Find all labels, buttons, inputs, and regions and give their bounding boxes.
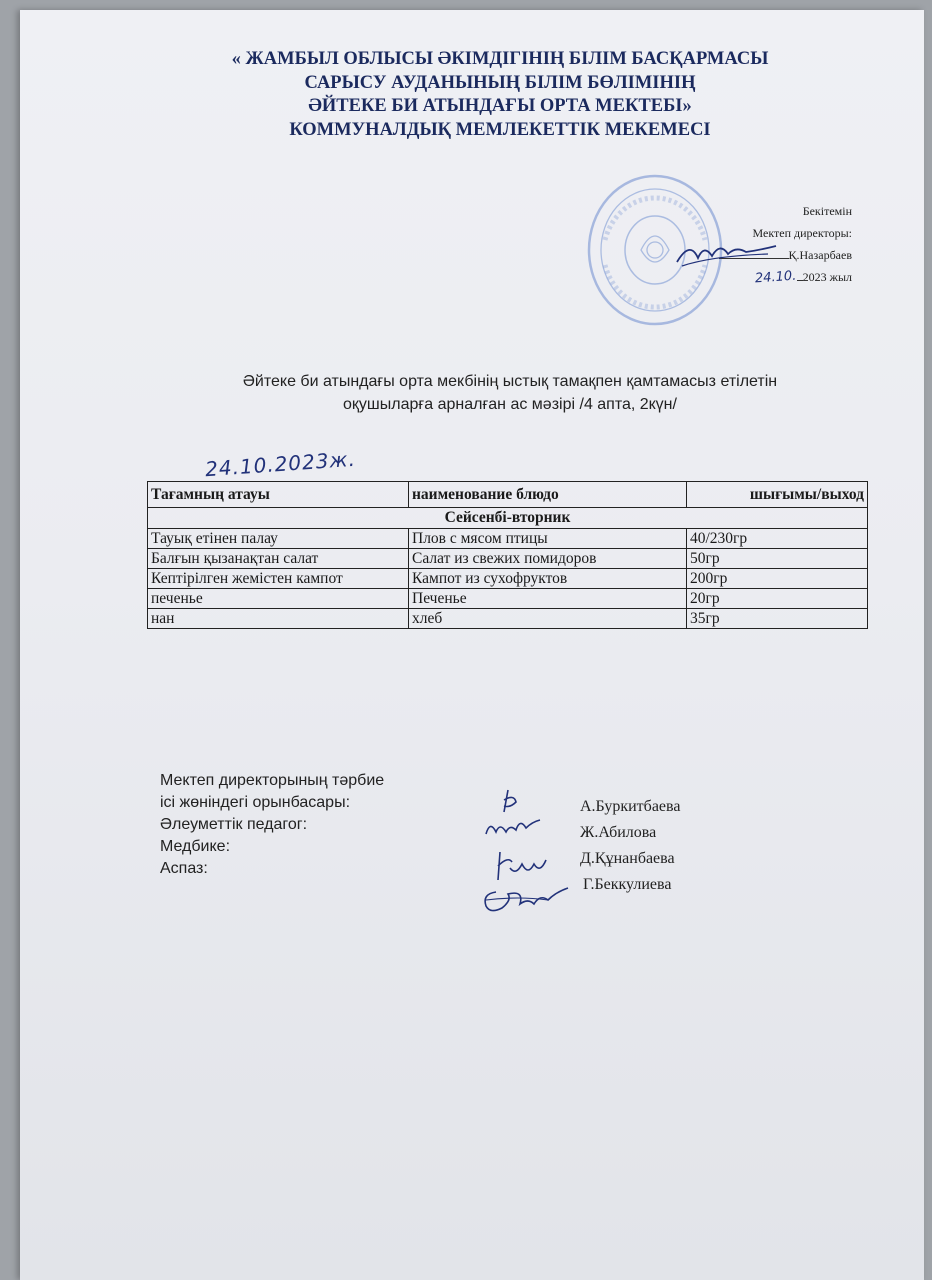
cell-dish-kz: Кептірілген жемістен кампот: [148, 569, 409, 589]
approval-handwritten-date: 24.10.: [754, 268, 798, 287]
cook-signature: [478, 880, 574, 922]
cell-output: 20гр: [687, 589, 868, 609]
organization-header: [150, 48, 850, 142]
table-row: [148, 609, 868, 629]
role-nurse: Медбике:: [160, 838, 231, 855]
header-output: шығымы/выход: [687, 482, 868, 508]
header-line-2: САРЫСУ АУДАНЫНЫҢ БІЛІМ БӨЛІМІНІҢ: [304, 72, 696, 93]
menu-table: [147, 481, 868, 629]
cell-output: 50гр: [687, 549, 868, 569]
cell-dish-kz: Балғын қызанақтан салат: [148, 549, 409, 569]
header-dish-ru: наименование блюдо: [409, 482, 687, 508]
cell-output: 40/230гр: [687, 529, 868, 549]
name-nurse: Д.Құнанбаева: [580, 850, 675, 867]
nurse-signature: [490, 846, 560, 884]
cell-dish-kz: нан: [148, 609, 409, 629]
table-row: [148, 569, 868, 589]
table-header-row: [148, 482, 868, 508]
header-line-3: ӘЙТЕКЕ БИ АТЫНДАҒЫ ОРТА МЕКТЕБІ»: [308, 96, 692, 116]
subject-line-1: Әйтеке би атындағы орта мекбінің ыстық тамақпен қамтамасыз етілетін: [242, 373, 778, 390]
name-social-pedagogue: Ж.Абилова: [580, 824, 657, 841]
header-line-4: КОММУНАЛДЫҚ МЕМЛЕКЕТТІК МЕКЕМЕСІ: [289, 119, 711, 140]
table-row: [148, 529, 868, 549]
table-row: [148, 549, 868, 569]
director-signature: [672, 232, 782, 272]
subject-line-2: оқушыларға арналған ас мәзірі /4 апта, 2күн/: [343, 396, 677, 413]
approval-title: Бекітемін: [802, 204, 852, 218]
header-dish-kz: Тағамның атауы: [148, 482, 409, 508]
deputy-signature: [480, 782, 560, 844]
menu-subject: [150, 370, 870, 416]
cell-output: 35гр: [687, 609, 868, 629]
role-deputy-line-2: ісі жөніндегі орынбасары:: [160, 794, 351, 811]
header-line-1: « ЖАМБЫЛ ОБЛЫСЫ ӘКІМДІГІНІҢ БІЛІМ БАСҚАРМАСЫ: [231, 49, 769, 69]
table-section-row: [148, 508, 868, 529]
table-row: [148, 589, 868, 609]
role-deputy-line-1: Мектеп директорының тәрбие: [160, 772, 385, 789]
cell-dish-ru: Салат из свежих помидоров: [409, 549, 687, 569]
signatory-roles: [160, 770, 384, 880]
section-day: Сейсенбі-вторник: [148, 508, 868, 529]
cell-dish-kz: печенье: [148, 589, 409, 609]
cell-dish-ru: Плов с мясом птицы: [409, 529, 687, 549]
cell-dish-kz: Тауық етінен палау: [148, 529, 409, 549]
approval-name: Қ.Назарбаев: [680, 244, 852, 266]
signatory-names: [580, 794, 680, 898]
cell-dish-ru: хлеб: [409, 609, 687, 629]
approval-role: Мектеп директоры:: [752, 226, 852, 240]
cell-dish-ru: Печенье: [409, 589, 687, 609]
role-cook: Аспаз:: [160, 860, 208, 877]
name-deputy: А.Буркитбаева: [580, 798, 681, 815]
approval-date-line: 24.10. 2023 жыл: [680, 266, 852, 289]
cell-output: 200гр: [687, 569, 868, 589]
cell-dish-ru: Кампот из сухофруктов: [409, 569, 687, 589]
role-social-pedagogue: Әлеуметтік педагог:: [160, 816, 308, 833]
handwritten-date: 24.10.2023ж.: [204, 446, 357, 482]
name-cook: Г.Беккулиева: [583, 876, 672, 893]
